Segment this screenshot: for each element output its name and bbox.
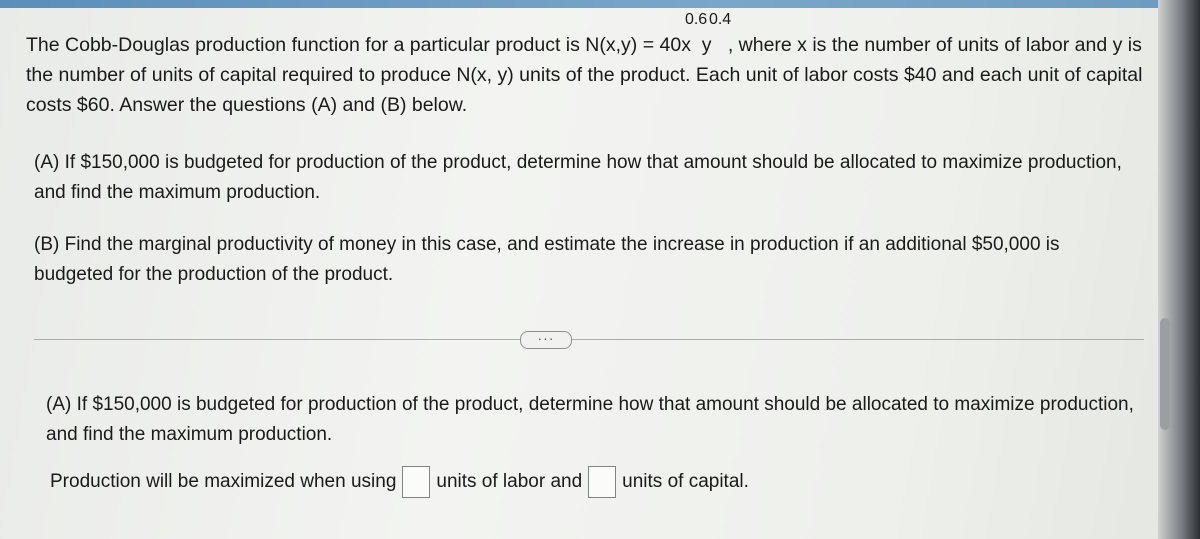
answer-suffix: units of capital.: [622, 471, 749, 493]
labor-input[interactable]: [402, 466, 430, 498]
formula-y: y: [701, 34, 712, 56]
screen-bezel: [1158, 0, 1200, 539]
problem-text-after: , where x is the number of units of labor and y is the number of units of capital required to produce N(x, y) units of the product. Each unit of labor costs $40 and each unit of capital costs $60. Answer the questions (A) and (B) below.: [26, 34, 1143, 116]
answer-middle: units of labor and: [436, 471, 583, 493]
divider: [34, 339, 1144, 340]
question-b: (B) Find the marginal productivity of money in this case, and estimate the increase in production if an additional $50,000 is budgeted for the production of the product.: [34, 234, 1060, 285]
expand-more-button[interactable]: ···: [520, 331, 572, 349]
answer-prefix: Production will be maximized when using: [50, 471, 397, 493]
capital-input[interactable]: [588, 466, 616, 498]
answer-question-a: (A) If $150,000 is budgeted for production of the product, determine how that amount should be allocated to maximize production, and find the maximum production.: [46, 394, 1134, 445]
top-strip: [0, 0, 1200, 8]
exponent-y: 0.4: [708, 11, 732, 28]
problem-statement: [26, 11, 1156, 120]
formula: [684, 11, 732, 60]
exponent-x: 0.6: [684, 11, 708, 28]
question-a: (A) If $150,000 is budgeted for production of the product, determine how that amount should be allocated to maximize production, and find the maximum production.: [34, 152, 1122, 203]
problem-text-before: The Cobb-Douglas production function for a particular product is N(x,y) = 40x: [26, 34, 691, 56]
answer-line: [50, 466, 749, 498]
scrollbar[interactable]: [1160, 318, 1170, 430]
